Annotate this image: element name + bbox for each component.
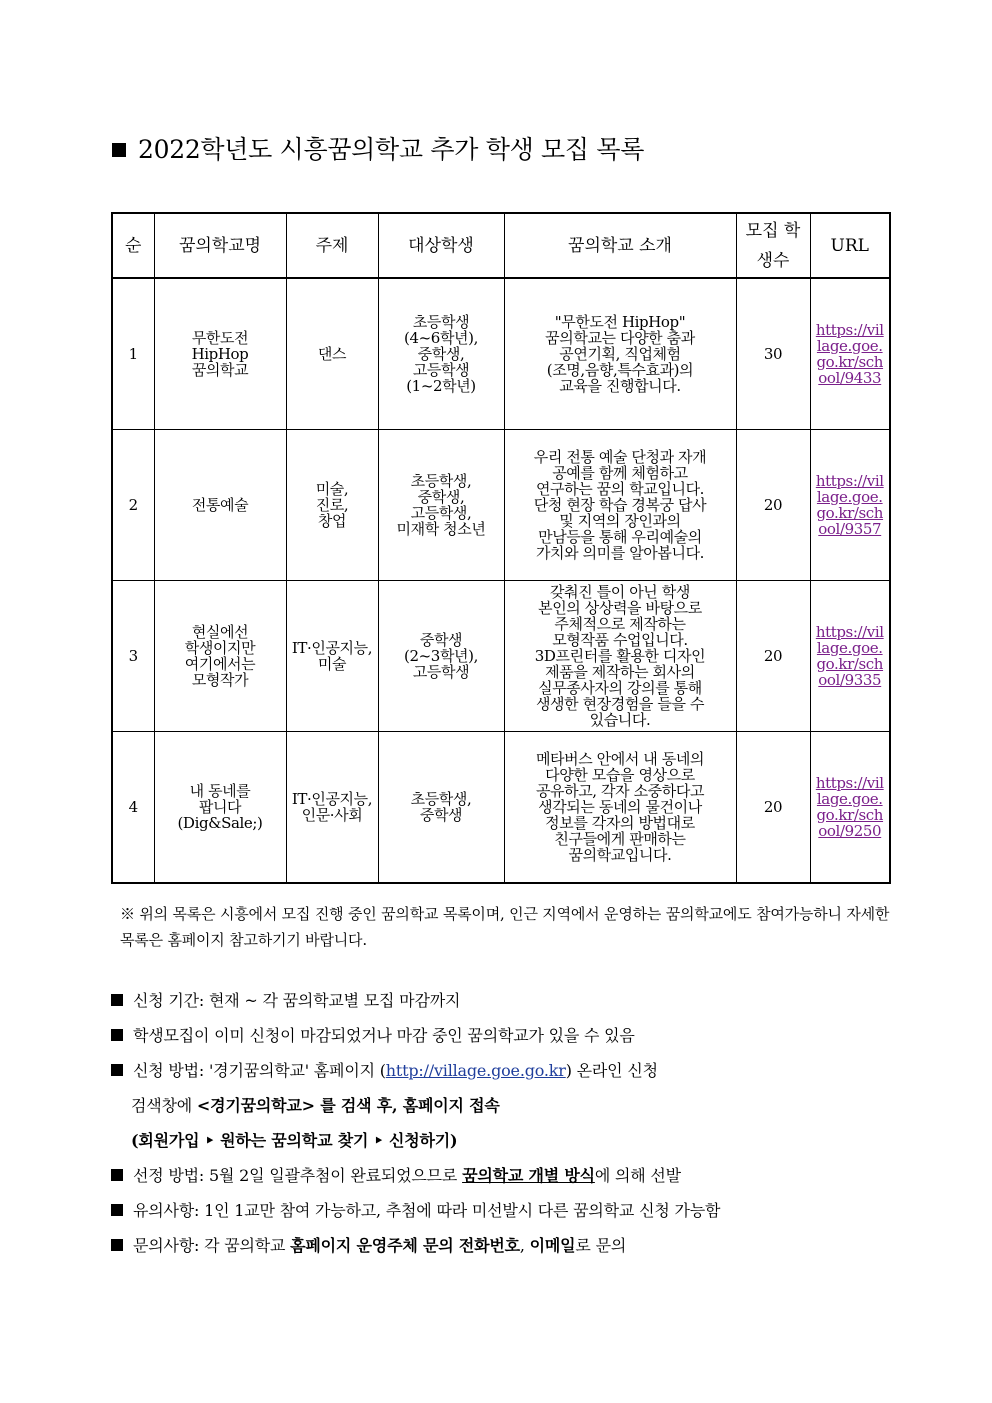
- school-url-link[interactable]: https://village.goe.go.kr/school/9433: [815, 321, 884, 387]
- cell-no: 1: [112, 278, 154, 430]
- cell-name-line: 전통예술: [191, 496, 249, 514]
- cell-target-line: 중학생,: [417, 488, 465, 506]
- cell-name-line: (Dig&Sale;): [177, 814, 263, 832]
- info-select-prefix: 선정 방법: 5월 2일 일괄추첨이 완료되었으므로: [133, 1166, 463, 1185]
- cell-url: [810, 581, 890, 732]
- cell-intro-line: 3D프린터를 활용한 디자인: [534, 647, 706, 665]
- square-bullet-icon: [111, 1064, 123, 1076]
- cell-intro-line: 공예를 함께 체험하고: [552, 464, 688, 482]
- school-url-link[interactable]: https://village.goe.go.kr/school/9335: [815, 623, 884, 689]
- cell-target-line: 초등학생,: [410, 790, 472, 808]
- cell-intro-line: 우리 전통 예술 단청과 자개: [533, 448, 707, 466]
- cell-subject-line: 인문·사회: [301, 806, 363, 824]
- cell-url: [810, 732, 890, 884]
- square-bullet-icon: [111, 1204, 123, 1216]
- cell-target-line: 초등학생,: [410, 472, 472, 490]
- cell-name-line: 내 동네를: [189, 782, 251, 800]
- cell-intro-line: 친구들에게 판매하는: [554, 830, 686, 848]
- cell-target-line: 중학생: [419, 631, 463, 649]
- square-bullet-icon: [111, 1169, 123, 1181]
- cell-intro-line: 공연기획, 직업체험: [559, 345, 681, 363]
- info-select-bold: 꿈의학교 개별 방식: [462, 1166, 595, 1185]
- cell-intro-line: 및 지역의 장인과의: [559, 512, 681, 530]
- cell-target-line: 고등학생: [412, 361, 470, 379]
- info-period: [111, 985, 901, 1020]
- header-subject: 주제: [286, 213, 378, 278]
- cell-url: [810, 278, 890, 430]
- cell-target: [378, 732, 504, 884]
- cell-intro: [504, 732, 736, 884]
- cell-subject-line: 창업: [317, 512, 347, 530]
- info-method-suffix: ) 온라인 신청: [565, 1061, 658, 1080]
- cell-name-line: 모형작가: [191, 671, 249, 689]
- info-caution: [111, 1195, 901, 1230]
- cell-subject-line: 댄스: [317, 345, 347, 363]
- info-contact-suffix: 로 문의: [575, 1236, 627, 1255]
- cell-count: 30: [736, 278, 810, 430]
- info-contact-prefix: 문의사항: 각 꿈의학교: [133, 1236, 291, 1255]
- cell-intro-line: 정보를 각자의 방법대로: [545, 814, 695, 832]
- table-row: [112, 581, 890, 732]
- info-notice: [111, 1020, 901, 1055]
- cell-intro: [504, 430, 736, 581]
- cell-target-line: 고등학생,: [410, 504, 472, 522]
- info-contact: [111, 1230, 901, 1265]
- cell-name-line: HipHop: [191, 345, 249, 363]
- cell-intro-line: 꿈의학교는 다양한 춤과: [545, 329, 695, 347]
- cell-name-line: 팝니다: [198, 798, 242, 816]
- cell-name: [154, 430, 286, 581]
- cell-count: 20: [736, 732, 810, 884]
- cell-name-line: 무한도전: [191, 329, 249, 347]
- cell-intro-line: 교육을 진행합니다.: [559, 377, 681, 395]
- cell-no: 3: [112, 581, 154, 732]
- square-bullet-icon: [111, 1239, 123, 1251]
- info-method: [111, 1055, 901, 1090]
- header-name: 꿈의학교명: [154, 213, 286, 278]
- cell-target: [378, 278, 504, 430]
- cell-subject: [286, 278, 378, 430]
- cell-intro-line: 공유하고, 각자 소중하다고: [535, 782, 705, 800]
- cell-name: [154, 278, 286, 430]
- cell-intro-line: 다양한 모습을 영상으로: [545, 766, 695, 784]
- info-search-bold: <경기꿈의학교> 를 검색 후, 홈페이지 접속: [196, 1096, 500, 1115]
- header-intro: 꿈의학교 소개: [504, 213, 736, 278]
- cell-subject: [286, 430, 378, 581]
- cell-subject-line: 미술: [317, 655, 347, 673]
- cell-intro-line: 단청 현장 학습 경복궁 답사: [533, 496, 707, 514]
- cell-intro-line: 모형작품 수업입니다.: [552, 631, 688, 649]
- info-list: [111, 985, 901, 1265]
- cell-subject: [286, 581, 378, 732]
- cell-name: [154, 732, 286, 884]
- header-no: 순: [112, 213, 154, 278]
- cell-intro-line: 갖춰진 틀이 아닌 학생: [550, 583, 690, 601]
- cell-intro-line: 만남등을 통해 우리예술의: [538, 528, 702, 546]
- square-bullet-icon: [111, 1029, 123, 1041]
- table-header-row: [112, 213, 890, 278]
- table-row: [112, 732, 890, 884]
- cell-intro-line: 생각되는 동네의 물건이나: [538, 798, 702, 816]
- cell-count: 20: [736, 581, 810, 732]
- cell-target-line: 고등학생: [412, 663, 470, 681]
- cell-name-line: 꿈의학교: [191, 361, 249, 379]
- cell-subject-line: 진로,: [315, 496, 349, 514]
- cell-target-line: 중학생,: [417, 345, 465, 363]
- cell-intro-line: 생생한 현장경험을 들을 수: [535, 695, 705, 713]
- cell-target-line: 중학생: [419, 806, 463, 824]
- cell-intro-line: 제품을 제작하는 회사의: [545, 663, 695, 681]
- school-url-link[interactable]: https://village.goe.go.kr/school/9250: [815, 774, 884, 840]
- info-contact-mid: ,: [519, 1236, 530, 1255]
- cell-intro-line: "무한도전 HipHop": [554, 313, 686, 331]
- info-period-text: 신청 기간: 현재 ~ 각 꿈의학교별 모집 마감까지: [133, 991, 461, 1010]
- info-caution-text: 유의사항: 1인 1교만 참여 가능하고, 추첨에 따라 미선발시 다른 꿈의학교 신청 가능함: [133, 1201, 721, 1220]
- cell-name-line: 현실에선: [191, 623, 249, 641]
- cell-subject: [286, 732, 378, 884]
- cell-target-line: (2~3학년),: [404, 647, 478, 665]
- homepage-link[interactable]: http://village.goe.go.kr: [385, 1061, 566, 1080]
- cell-target: [378, 430, 504, 581]
- info-notice-text: 학생모집이 이미 신청이 마감되었거나 마감 중인 꿈의학교가 있을 수 있음: [133, 1026, 635, 1045]
- cell-subject-line: 미술,: [315, 480, 349, 498]
- info-steps: (회원가입 ‣ 원하는 꿈의학교 찾기 ‣ 신청하기): [131, 1131, 458, 1150]
- cell-intro-line: (조명,음향,특수효과)의: [546, 361, 694, 379]
- cell-subject-line: IT·인공지능,: [291, 639, 373, 657]
- cell-intro: [504, 278, 736, 430]
- table-note: ※ 위의 목록은 시흥에서 모집 진행 중인 꿈의학교 목록이며, 인근 지역에서 운영하는 꿈의학교에도 참여가능하니 자세한 목록은 홈페이지 참고하기기 바랍니다.: [120, 905, 890, 949]
- cell-target-line: (4~6학년),: [404, 329, 478, 347]
- square-bullet-icon: [111, 994, 123, 1006]
- cell-intro: [504, 581, 736, 732]
- cell-intro-line: 메타버스 안에서 내 동네의: [535, 750, 705, 768]
- info-search-prefix: 검색창에: [131, 1096, 197, 1115]
- cell-intro-line: 꿈의학교입니다.: [568, 846, 672, 864]
- school-url-link[interactable]: https://village.goe.go.kr/school/9357: [815, 472, 884, 538]
- cell-no: 4: [112, 732, 154, 884]
- cell-intro-line: 주체적으로 제작하는: [554, 615, 686, 633]
- page-title: [112, 130, 644, 166]
- info-method-prefix: 신청 방법: '경기꿈의학교' 홈페이지 (: [133, 1061, 386, 1080]
- cell-name-line: 학생이지만: [184, 639, 256, 657]
- info-contact-bold1: 홈페이지 운영주체 문의 전화번호: [290, 1236, 520, 1255]
- info-select-suffix: 에 의해 선발: [594, 1166, 681, 1185]
- table-row: [112, 430, 890, 581]
- header-target: 대상학생: [378, 213, 504, 278]
- cell-no: 2: [112, 430, 154, 581]
- cell-intro-line: 있습니다.: [589, 711, 651, 729]
- cell-target-line: (1~2학년): [406, 377, 476, 395]
- cell-intro-line: 실무종사자의 강의를 통해: [538, 679, 702, 697]
- cell-intro-line: 본인의 상상력을 바탕으로: [538, 599, 702, 617]
- cell-intro-line: 가치와 의미를 알아봅니다.: [535, 544, 705, 562]
- cell-name: [154, 581, 286, 732]
- info-search: [111, 1090, 901, 1125]
- cell-target: [378, 581, 504, 732]
- header-count: 모집 학생수: [736, 213, 810, 278]
- table-row: [112, 278, 890, 430]
- cell-url: [810, 430, 890, 581]
- cell-count: 20: [736, 430, 810, 581]
- info-select: [111, 1160, 901, 1195]
- info-contact-bold2: 이메일: [529, 1236, 576, 1255]
- school-list-table: [111, 212, 891, 884]
- cell-target-line: 미재학 청소년: [396, 520, 486, 538]
- header-url: URL: [810, 213, 890, 278]
- cell-subject-line: IT·인공지능,: [291, 790, 373, 808]
- square-bullet-icon: [112, 143, 126, 157]
- page-title-text: 2022학년도 시흥꿈의학교 추가 학생 모집 목록: [138, 135, 645, 164]
- cell-intro-line: 연구하는 꿈의 학교입니다.: [535, 480, 705, 498]
- cell-target-line: 초등학생: [412, 313, 470, 331]
- cell-name-line: 여기에서는: [184, 655, 256, 673]
